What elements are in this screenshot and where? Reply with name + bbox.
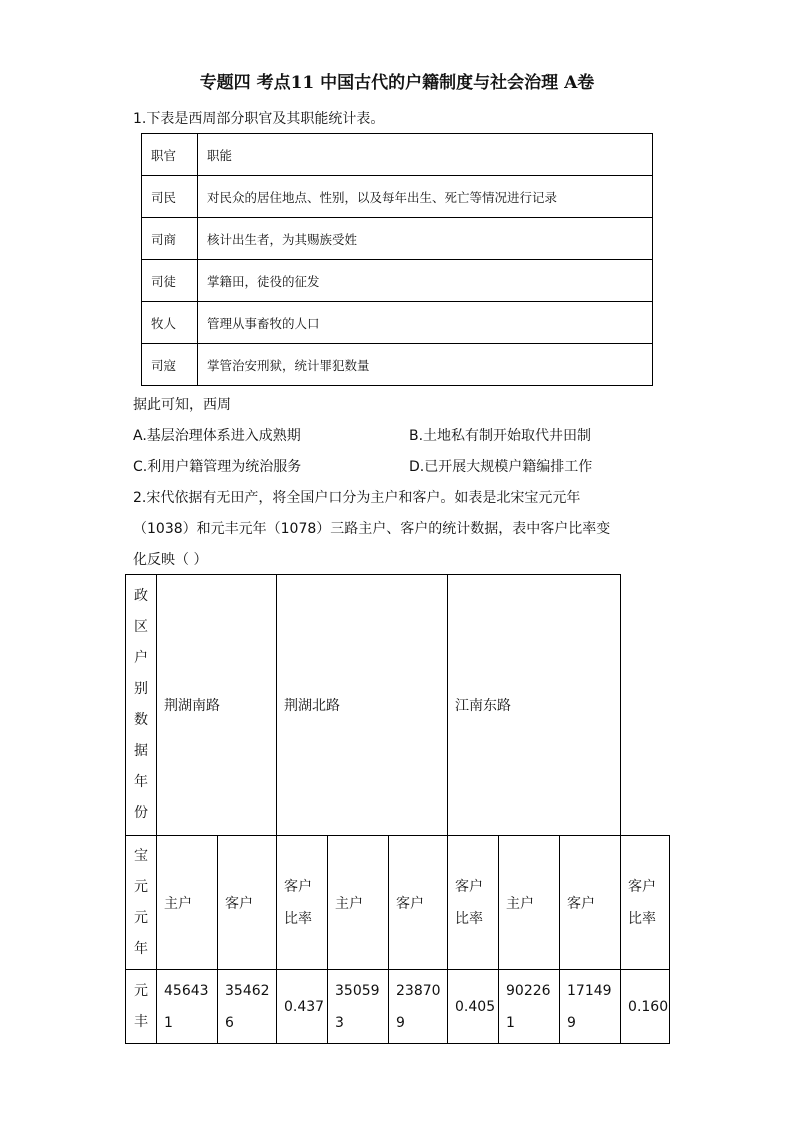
table-cell: 掌籍田，徒役的征发 xyxy=(198,260,653,302)
sub-header-cell: 主户 xyxy=(157,836,218,970)
table-row xyxy=(142,344,653,386)
table-cell: 牧人 xyxy=(142,302,198,344)
table-row xyxy=(142,260,653,302)
row-label-text: 宝元元年 xyxy=(134,847,148,957)
region-header-cell: 江南东路 xyxy=(448,575,621,836)
table-row xyxy=(142,302,653,344)
table-row xyxy=(126,575,670,836)
value-cell: 171499 xyxy=(560,970,621,1044)
table-cell: 管理从事畜牧的人口 xyxy=(198,302,653,344)
row-label-cell xyxy=(126,836,157,970)
question-1-lead: 据此可知，西周 xyxy=(133,397,231,413)
page-title: 专题四 考点11 中国古代的户籍制度与社会治理 A卷 xyxy=(199,73,595,93)
region-header-cell: 荆湖南路 xyxy=(157,575,277,836)
table-header-cell: 职能 xyxy=(198,134,653,176)
table-header-cell: 职官 xyxy=(142,134,198,176)
sub-header-cell: 客户 xyxy=(389,836,448,970)
table-cell: 司寇 xyxy=(142,344,198,386)
officials-table xyxy=(141,133,653,386)
question-2-stem-line: 化反映（ ） xyxy=(133,552,208,568)
table-cell: 对民众的居住地点、性别，以及每年出生、死亡等情况进行记录 xyxy=(198,176,653,218)
value-cell: 0.437 xyxy=(277,970,328,1044)
table-cell: 司徒 xyxy=(142,260,198,302)
sub-header-cell xyxy=(277,836,328,970)
table-row xyxy=(142,176,653,218)
option-d[interactable]: D.已开展大规模户籍编排工作 xyxy=(409,459,593,475)
table-cell: 司商 xyxy=(142,218,198,260)
question-2-stem-line: 2.宋代依据有无田产，将全国户口分为主户和客户。如表是北宋宝元元年 xyxy=(133,490,581,506)
value-cell: 354626 xyxy=(218,970,277,1044)
region-header-cell: 荆湖北路 xyxy=(277,575,448,836)
households-table xyxy=(125,574,670,1044)
sub-header-text: 客户比率 xyxy=(628,878,657,927)
question-1-stem: 1.下表是西周部分职官及其职能统计表。 xyxy=(133,111,385,127)
table-row xyxy=(126,970,670,1044)
option-c[interactable]: C.利用户籍管理为统治服务 xyxy=(133,459,302,475)
corner-header-cell xyxy=(126,575,157,836)
sub-header-cell: 主户 xyxy=(499,836,560,970)
sub-header-text: 客户比率 xyxy=(284,878,312,927)
value-cell: 238709 xyxy=(389,970,448,1044)
sub-header-cell: 主户 xyxy=(328,836,389,970)
table-cell: 司民 xyxy=(142,176,198,218)
value-cell: 456431 xyxy=(157,970,218,1044)
value-cell: 0.160 xyxy=(621,970,670,1044)
sub-header-cell: 客户 xyxy=(218,836,277,970)
table-row xyxy=(126,836,670,970)
table-row xyxy=(142,218,653,260)
sub-header-text: 客户比率 xyxy=(455,878,484,927)
table-row xyxy=(142,134,653,176)
question-2-stem-line: （1038）和元丰元年（1078）三路主户、客户的统计数据，表中客户比率变 xyxy=(133,521,611,537)
option-b[interactable]: B.土地私有制开始取代井田制 xyxy=(409,428,592,444)
value-cell: 902261 xyxy=(499,970,560,1044)
corner-header-text: 政区户别数据年份 xyxy=(134,588,148,821)
sub-header-cell xyxy=(621,836,670,970)
option-a[interactable]: A.基层治理体系进入成熟期 xyxy=(133,428,301,444)
sub-header-cell xyxy=(448,836,499,970)
table-cell: 掌管治安刑狱，统计罪犯数量 xyxy=(198,344,653,386)
value-cell: 350593 xyxy=(328,970,389,1044)
row-label-cell xyxy=(126,970,157,1044)
table-cell: 核计出生者，为其赐族受姓 xyxy=(198,218,653,260)
row-label-text: 元丰 xyxy=(134,982,148,1030)
sub-header-cell: 客户 xyxy=(560,836,621,970)
value-cell: 0.405 xyxy=(448,970,499,1044)
